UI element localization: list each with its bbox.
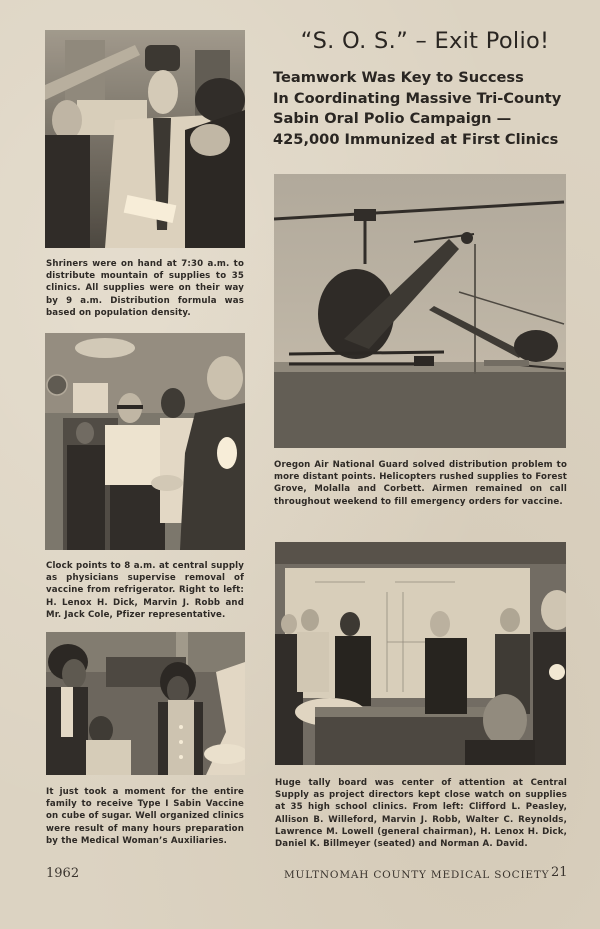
- footer-publication: MULTNOMAH COUNTY MEDICAL SOCIETY: [284, 869, 550, 881]
- photo-shriners: [45, 30, 245, 248]
- photo-caption: Clock points to 8 a.m. at central supply as physicians supervise removal of vaccine from refrigerator. Right to left: H. Lenox H. Dick, Marvin J. Robb and Mr. Jack Cole, Pfizer representative.: [46, 561, 244, 620]
- article-subtitle: [273, 68, 578, 150]
- photo-caption: Huge tally board was center of attention at Central Supply as project directors kept close watch on supplies at 35 high school clinics. From left: Clifford L. Peasley, Allison B. Willeford, Marvin J. Robb, Walter C. Reynolds, Lawrence M. Lowell (general chairman), H. Lenox H. Dick, Daniel K. Billmeyer (seated) and Norman A. David.: [275, 778, 567, 850]
- photo-helicopters: [274, 174, 566, 448]
- photo-family-vaccine: [46, 632, 245, 775]
- subtitle-line: Sabin Oral Polio Campaign —: [273, 110, 512, 127]
- page-number: 21: [551, 865, 568, 880]
- photo-caption: Oregon Air National Guard solved distribution problem to more distant points. Helicopters rushed supplies to Forest Grove, Molalla and Corbett. Airmen remained on call throughout weekend to fill emergency orders for vaccine.: [274, 460, 567, 507]
- subtitle-line: In Coordinating Massive Tri-County: [273, 89, 562, 107]
- article-title: “S. O. S.” – Exit Polio!: [300, 28, 550, 54]
- photo-tally-board: [275, 542, 566, 765]
- footer-year: 1962: [46, 866, 80, 881]
- subtitle-line: 425,000 Immunized at First Clinics: [273, 130, 559, 148]
- subtitle-line: Teamwork Was Key to Success: [273, 69, 524, 86]
- photo-central-supply: [45, 333, 245, 550]
- photo-caption: Shriners were on hand at 7:30 a.m. to distribute mountain of supplies to 35 clinics. All supplies were on their way by 9 a.m. Distribution formula was based on population density.: [46, 259, 244, 318]
- photo-caption: It just took a moment for the entire family to receive Type I Sabin Vaccine on cube of sugar. Well organized clinics were result of many hours preparation by the Medical Woman’s Auxiliaries.: [46, 787, 244, 846]
